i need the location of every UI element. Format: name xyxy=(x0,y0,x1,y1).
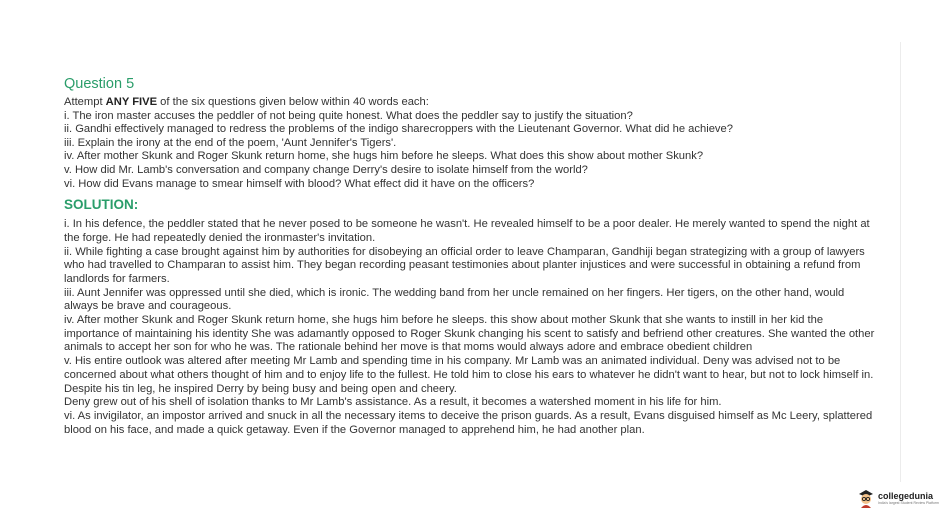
answer-paragraph: vi. As invigilator, an impostor arrived and snuck in all the necessary items to deceive the prison guards. As a result, Evans disguised himself as Mc Leery, splattered blood on his face, and made a quick getaway. Even if the Governor managed to apprehend him, he had another plan. xyxy=(64,410,873,436)
answer-paragraph: i. In his defence, the peddler stated that he never posed to be someone he wasn't. He revealed himself to be a poor dealer. He merely wanted to spend the night at the forge. He had repeatedly denied the ironmaster's invitation. xyxy=(64,218,870,244)
question-item: v. How did Mr. Lamb's conversation and company change Derry's desire to isolate himself from the world? xyxy=(64,163,588,176)
intro-bold: ANY FIVE xyxy=(105,96,158,108)
question-title: Question 5 xyxy=(64,76,135,92)
question-intro xyxy=(64,96,876,110)
answer-paragraph: v. His entire outlook was altered after meeting Mr Lamb and spending time in his company. Mr Lamb was an animated individual. Deny was advised not to be concerned about what others thought of him and to enjoy life to the fullest. He told him to close his ears to whatever he didn't want to hear, but not to lock himself in. Despite his tin leg, he inspired Derry by being busy and being open and cheery. xyxy=(64,355,874,395)
logo-tagline: India's largest Student Review Platform xyxy=(878,500,939,505)
logo-name: collegedunia xyxy=(878,490,934,501)
answer-paragraph: Deny grew out of his shell of isolation thanks to Mr Lamb's assistance. As a result, it becomes a watershed moment in his life for him. xyxy=(64,396,722,409)
logo-text xyxy=(878,491,939,506)
answer-paragraph: iii. Aunt Jennifer was oppressed until she died, which is ironic. The wedding band from her uncle remained on her fingers. Her tigers, on the other hand, would always be brave and courageous. xyxy=(64,286,845,313)
question-item: vi. How did Evans manage to smear himself with blood? What effect did it have on the officers? xyxy=(64,177,535,190)
question-item: i. The iron master accuses the peddler of not being quite honest. What does the peddler say to justify the situation? xyxy=(64,109,633,122)
solution-title: SOLUTION: xyxy=(64,197,139,213)
question-content xyxy=(64,76,876,437)
intro-prefix: Attempt xyxy=(64,96,106,108)
intro-suffix: of the six questions given below within 40 words each: xyxy=(157,96,429,108)
student-mascot-icon xyxy=(857,488,875,508)
question-item: iii. Explain the irony at the end of the poem, 'Aunt Jennifer's Tigers'. xyxy=(64,136,397,149)
question-item: ii. Gandhi effectively managed to redress the problems of the indigo sharecroppers with the Lieutenant Governor. What did he achieve? xyxy=(64,123,733,136)
answer-paragraph: ii. While fighting a case brought against him by authorities for disobeying an official order to leave Champaran, Gandhiji began strategizing with a group of lawyers who had travelled to Champaran to assist him. They began recording peasant testimonies about planter injustices and were successful in obtaining a refund from landlords for farmers. xyxy=(64,245,865,285)
page-divider xyxy=(900,42,901,482)
question-item: iv. After mother Skunk and Roger Skunk return home, she hugs him before he sleeps. What does this show about mother Skunk? xyxy=(64,150,704,163)
answer-paragraph: iv. After mother Skunk and Roger Skunk return home, she hugs him before he sleeps. this show about mother Skunk that she wants to instill in her kid the importance of maintaining his identity She was adamantly opposed to Roger Skunk changing his scent to satisfy and befriend other creatures. She wanted the other animals to accept her son for who he was. The rationale behind her move is that moms would always adore and embrace obedient children xyxy=(64,314,875,354)
collegedunia-logo[interactable] xyxy=(857,487,939,509)
